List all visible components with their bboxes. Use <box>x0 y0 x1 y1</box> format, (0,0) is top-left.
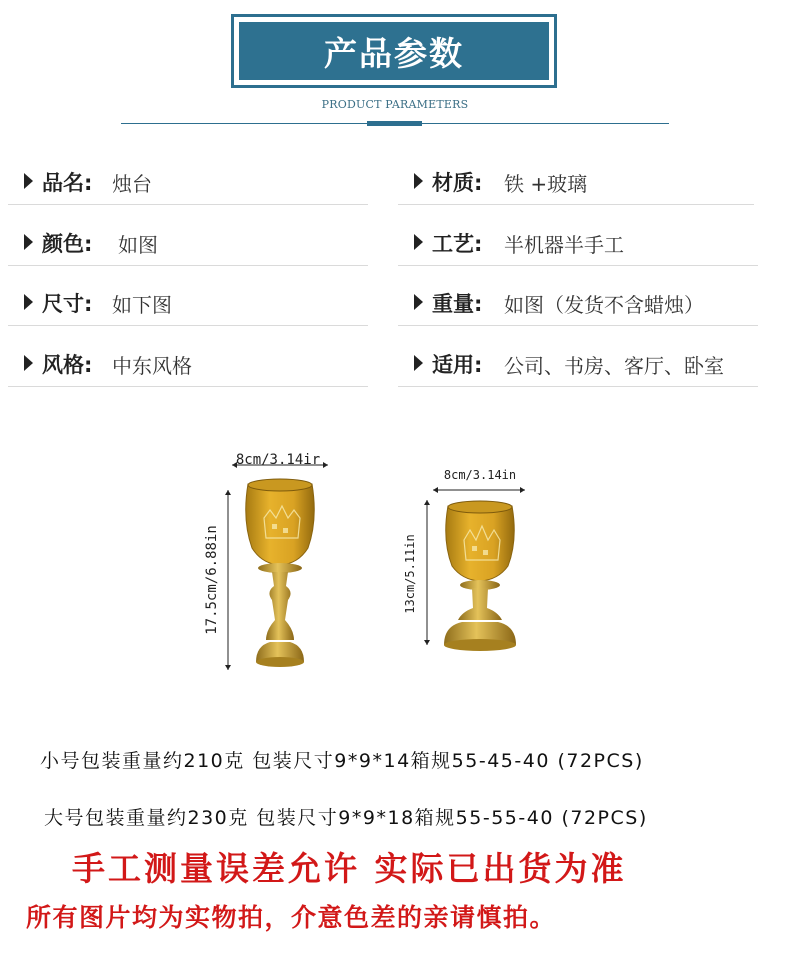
row-divider <box>8 325 368 326</box>
param-value: 铁 +玻璃 <box>504 172 588 196</box>
param-label: 重量: <box>432 292 483 316</box>
param-value: 中东风格 <box>112 354 192 378</box>
measurement-note: 手工测量误差允许 实际已出货为准 <box>72 849 627 888</box>
row-divider <box>398 204 754 205</box>
param-value: 如下图 <box>112 293 172 317</box>
param-value: 公司、书房、客厅、卧室 <box>504 354 724 378</box>
large-height-label: 17.5cm/6.88in <box>204 525 220 635</box>
param-label: 适用: <box>432 353 483 377</box>
product-illustration <box>190 440 550 690</box>
param-label: 颜色: <box>42 232 93 256</box>
title-box <box>231 14 557 88</box>
row-divider <box>8 204 368 205</box>
title-divider-accent <box>367 121 422 126</box>
param-color <box>8 216 368 266</box>
param-value: 如图（发货不含蜡烛） <box>504 293 704 317</box>
param-size <box>8 276 368 326</box>
row-divider <box>8 265 368 266</box>
small-height-label: 13cm/5.11in <box>403 534 417 614</box>
triangle-bullet-icon <box>414 355 423 371</box>
row-divider <box>398 386 758 387</box>
triangle-bullet-icon <box>414 173 423 189</box>
small-width-label: 8cm/3.14in <box>443 468 517 482</box>
color-difference-note: 所有图片均为实物拍，介意色差的亲请慎拍。 <box>26 903 557 932</box>
param-value: 半机器半手工 <box>504 233 624 257</box>
packaging-large: 大号包装重量约230克 包装尺寸9*9*18箱规55-55-40 (72PCS) <box>44 807 648 829</box>
param-name <box>8 155 368 205</box>
param-usage <box>398 337 758 387</box>
page-subtitle: PRODUCT PARAMETERS <box>321 98 469 111</box>
param-style <box>8 337 368 387</box>
triangle-bullet-icon <box>24 294 33 310</box>
param-label: 尺寸: <box>42 292 93 316</box>
packaging-small: 小号包装重量约210克 包装尺寸9*9*14箱规55-45-40 (72PCS) <box>40 750 644 772</box>
param-craft <box>398 216 758 266</box>
param-value: 烛台 <box>112 172 152 196</box>
param-value: 如图 <box>118 233 158 257</box>
triangle-bullet-icon <box>24 234 33 250</box>
row-divider <box>398 265 758 266</box>
page-title: 产品参数 <box>239 22 549 80</box>
triangle-bullet-icon <box>24 355 33 371</box>
large-candle-holder <box>225 462 328 670</box>
param-weight <box>398 276 758 326</box>
param-material <box>398 155 754 205</box>
param-label: 风格: <box>42 353 93 377</box>
large-width-label: 8cm/3.14ir <box>235 452 321 468</box>
row-divider <box>398 325 758 326</box>
triangle-bullet-icon <box>414 234 423 250</box>
row-divider <box>8 386 368 387</box>
param-label: 工艺: <box>432 232 483 256</box>
param-label: 品名: <box>42 171 93 195</box>
param-label: 材质: <box>432 171 483 195</box>
triangle-bullet-icon <box>414 294 423 310</box>
triangle-bullet-icon <box>24 173 33 189</box>
small-candle-holder <box>424 487 525 651</box>
